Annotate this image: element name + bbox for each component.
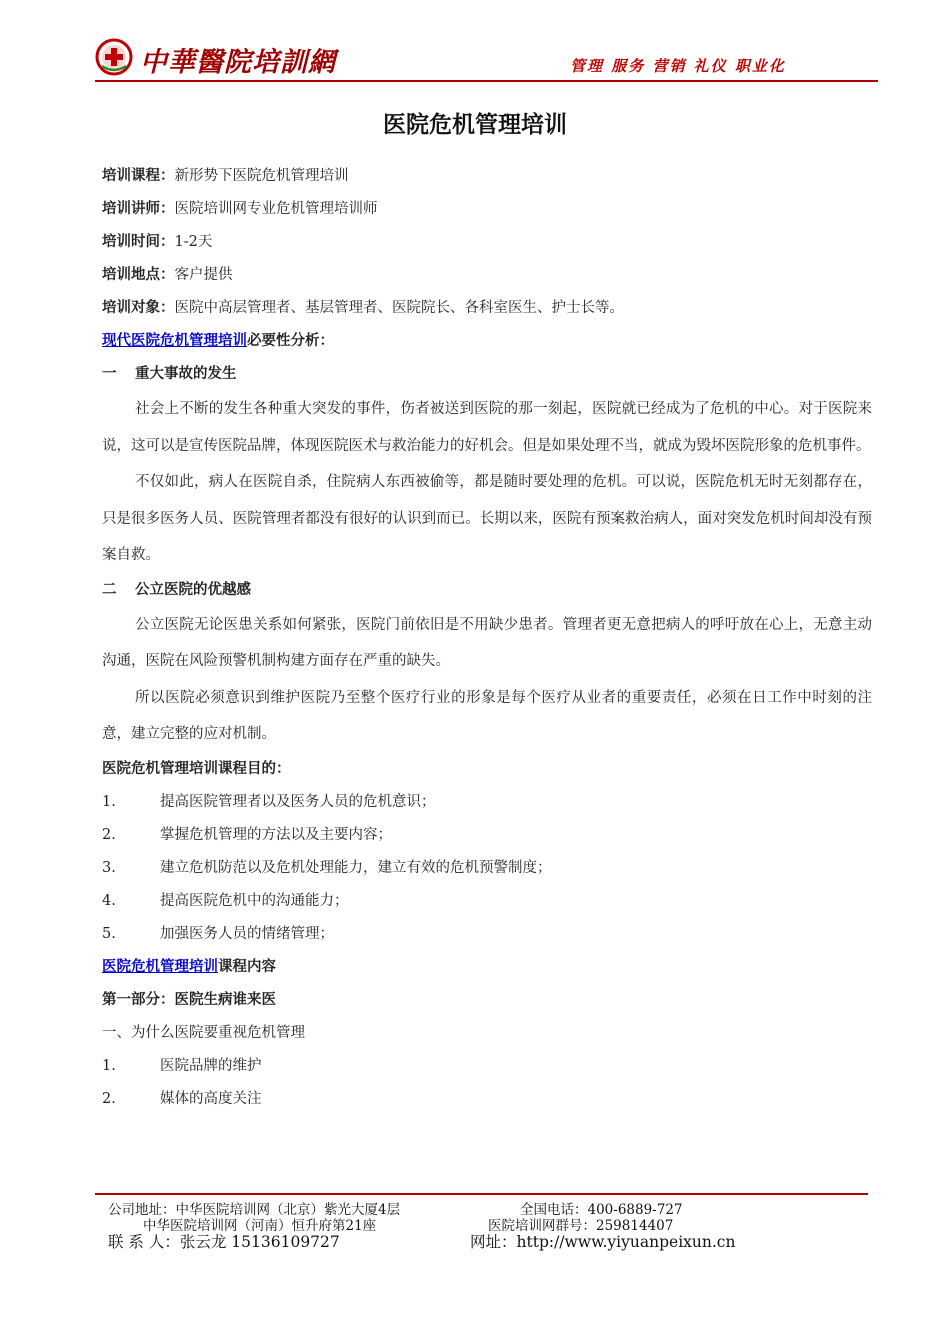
footer-qq-group: 医院培训网群号：259814407 (488, 1218, 674, 1234)
info-audience: 培训对象：医院中高层管理者、基层管理者、医院院长、各科室医生、护士长等。 (102, 300, 624, 316)
content-link[interactable]: 医院危机管理培训 (102, 958, 218, 975)
list-item: 2. 媒体的高度关注 (102, 1090, 262, 1107)
list-item: 5. 加强医务人员的情绪管理； (102, 925, 334, 942)
list-item: 2. 掌握危机管理的方法以及主要内容； (102, 826, 392, 843)
list-item: 4. 提高医院危机中的沟通能力； (102, 892, 349, 909)
content-heading: 医院危机管理培训课程内容 (102, 958, 276, 975)
footer-contact: 联 系 人：张云龙 15136109727 (108, 1233, 340, 1251)
list-item: 1. 医院品牌的维护 (102, 1057, 262, 1074)
info-course: 培训课程：新形势下医院危机管理培训 (102, 168, 349, 184)
paragraph: 公立医院无论医患关系如何紧张，医院门前依旧是不用缺少患者。管理者更无意把病人的呼吁放在心上，无意主动沟通，医院在风险预警机制构建方面存在严重的缺失。 (102, 616, 872, 669)
page-title: 医院危机管理培训 (383, 112, 567, 138)
part-subheading: 一、为什么医院要重视危机管理 (102, 1024, 305, 1041)
list-item: 1. 提高医院管理者以及医务人员的危机意识； (102, 793, 436, 810)
section-heading: 一 重大事故的发生 (102, 366, 237, 382)
info-trainer: 培训讲师：医院培训网专业危机管理培训师 (102, 201, 378, 217)
header-slogan: 管理 服务 营销 礼仪 职业化 (570, 57, 786, 75)
footer-divider (95, 1193, 868, 1195)
paragraph: 所以医院必须意识到维护医院乃至整个医疗行业的形象是每个医疗从业者的重要责任，必须在日工作中时刻的注意，建立完整的应对机制。 (102, 689, 872, 742)
paragraph: 不仅如此，病人在医院自杀，住院病人东西被偷等，都是随时要处理的危机。可以说，医院危机无时无刻都存在，只是很多医务人员、医院管理者都没有很好的认识到而已。长期以来，医院有预案救治病人，面对突发危机时间却没有预案自救。 (102, 474, 872, 563)
footer-address-beijing: 公司地址：中华医院培训网（北京）紫光大厦4层 (108, 1202, 401, 1218)
brand-name: 中華醫院培訓網 (140, 47, 336, 78)
document-body (102, 160, 872, 1116)
analysis-link[interactable]: 现代医院危机管理培训 (102, 333, 247, 349)
info-duration: 培训时间：1-2天 (102, 234, 213, 250)
footer-address-henan: 中华医院培训网（河南）恒升府第21座 (143, 1218, 377, 1234)
info-location: 培训地点：客户提供 (102, 267, 233, 283)
hospital-logo-icon (95, 38, 133, 76)
page-header (0, 0, 950, 90)
list-item: 3. 建立危机防范以及危机处理能力，建立有效的危机预警制度； (102, 859, 552, 876)
part-heading: 第一部分：医院生病谁来医 (102, 991, 276, 1008)
footer-phone: 全国电话：400-6889-727 (520, 1202, 683, 1218)
section-heading: 二 公立医院的优越感 (102, 581, 251, 598)
header-divider (95, 80, 878, 82)
paragraph: 社会上不断的发生各种重大突发的事件，伤者被送到医院的那一刻起，医院就已经成为了危机的中心。对于医院来说，这可以是宣传医院品牌，体现医院医术与救治能力的好机会。但是如果处理不当，就成为毁坏医院形象的危机事件。 (102, 401, 872, 454)
analysis-heading: 现代医院危机管理培训必要性分析： (102, 333, 334, 349)
objectives-heading: 医院危机管理培训课程目的： (102, 760, 291, 777)
footer-website[interactable]: 网址：http://www.yiyuanpeixun.cn (470, 1233, 736, 1251)
